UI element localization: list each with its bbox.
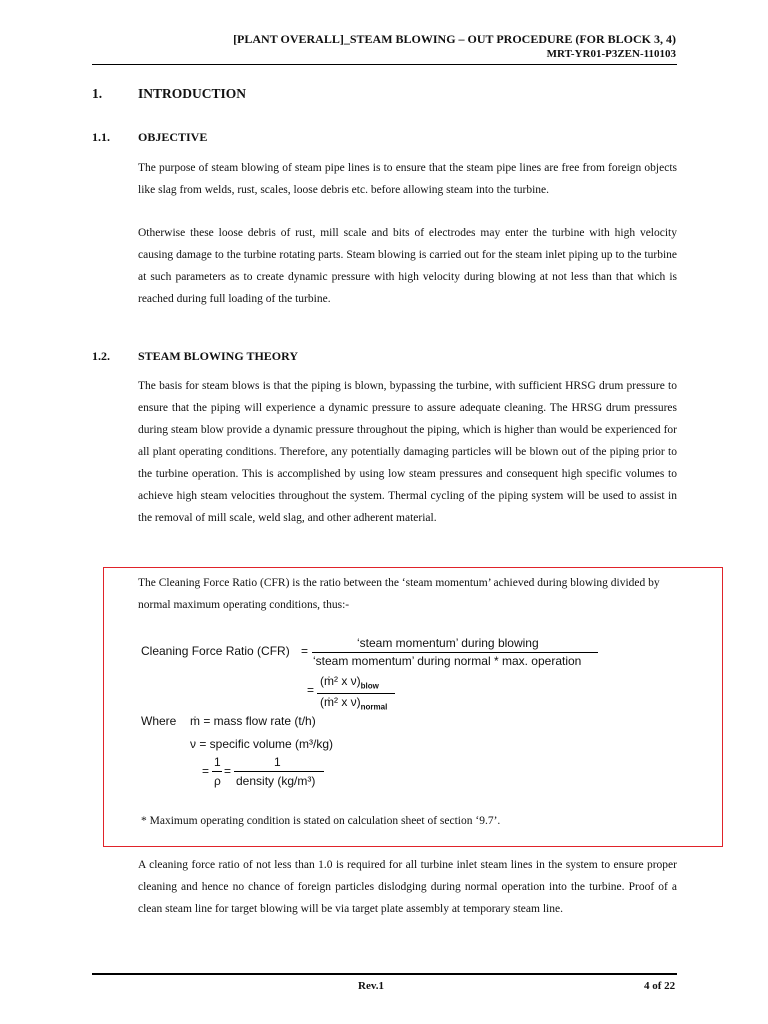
- cfr-denominator: ‘steam momentum’ during normal * max. operation: [313, 654, 582, 668]
- closing-paragraph: A cleaning force ratio of not less than 1.0 is required for all turbine inlet steam lines in the system to ensure proper cleaning and hence no chance of foreign particles dislodging during normal operation into the turbine. Proof of a clean steam line for target blowing will be via target plate assembly at temporary steam line.: [138, 859, 677, 915]
- subsection-number: 1.1.: [92, 130, 110, 144]
- section-title: INTRODUCTION: [138, 86, 247, 101]
- header-rule: [92, 64, 677, 65]
- fraction-bar: [317, 693, 395, 694]
- cfr-numerator: ‘steam momentum’ during blowing: [357, 636, 539, 650]
- equals-sign: =: [202, 764, 210, 778]
- mass-flow-definition: ṁ = mass flow rate (t/h): [190, 714, 316, 728]
- objective-paragraph: The purpose of steam blowing of steam pipe lines is to ensure that the steam pipe lines are free from foreign objects like slag from welds, rust, scales, loose debris etc. before allowing steam into the turbine.: [138, 162, 677, 196]
- fraction-bar: [312, 652, 598, 653]
- ratio-numerator: (ṁ² x $\nu)_{blow}$: [320, 674, 379, 691]
- revision-label: Rev.1: [358, 980, 384, 992]
- document-code: MRT-YR01-P3ZEN-110103: [546, 48, 676, 60]
- page-number: 4 of 22: [644, 980, 676, 992]
- subsection-title: OBJECTIVE: [138, 130, 208, 144]
- subsection-number: 1.2.: [92, 349, 110, 363]
- density-numerator: 1: [274, 755, 281, 769]
- rho-denominator: ρ: [214, 774, 221, 788]
- footer-rule: [92, 973, 677, 975]
- equals-sign: =: [301, 644, 309, 658]
- equals-sign: =: [224, 764, 232, 778]
- ratio-denominator: (ṁ² x $\nu)_{normal}$: [320, 695, 388, 712]
- equals-sign: =: [307, 683, 315, 697]
- density-denominator: density (kg/m³): [236, 774, 316, 788]
- section-number: 1.: [92, 86, 103, 101]
- specific-volume-definition: ν = specific volume (m³/kg): [190, 737, 334, 751]
- subsection-title: STEAM BLOWING THEORY: [138, 349, 299, 363]
- where-label: Where: [141, 714, 177, 728]
- cfr-label: Cleaning Force Ratio (CFR): [141, 644, 290, 658]
- footnote: * Maximum operating condition is stated on calculation sheet of section ‘9.7’.: [141, 815, 501, 827]
- objective-paragraph-2: Otherwise these loose debris of rust, mill scale and bits of electrodes may enter the turbine with high velocity causing damage to the turbine rotating parts. Steam blowing is carried out for the steam inlet piping up to the turbine at such parameters as to create dynamic pressure with high velocity during blowing at not less than that which is reached during full loading of the turbine.: [138, 227, 677, 305]
- document-title: [PLANT OVERALL]_STEAM BLOWING – OUT PROCEDURE (FOR BLOCK 3, 4): [233, 32, 676, 46]
- fraction-bar: [234, 771, 324, 772]
- rho-numerator: 1: [214, 755, 221, 769]
- fraction-bar: [212, 771, 222, 772]
- theory-paragraph: The basis for steam blows is that the piping is blown, bypassing the turbine, with sufficient HRSG drum pressure to ensure that the piping will experience a dynamic pressure to assure adequate cleaning. The HRSG drum pressures during steam blow provide a dynamic pressure throughout the piping, which is higher than would be experienced for all plant operating conditions. Therefore, any potentially damaging particles will be blown out of the piping prior to the turbine operation. This is accomplished by using low steam pressures and consequent high specific volumes to achieve high steam velocities throughout the system. Thermal cycling of the piping system will be used to assist in the removal of mill scale, weld slag, and other adherent material.: [138, 380, 677, 524]
- cfr-intro-paragraph: The Cleaning Force Ratio (CFR) is the ratio between the ‘steam momentum’ achieved during blowing divided by normal maximum operating conditions, thus:-: [138, 577, 660, 611]
